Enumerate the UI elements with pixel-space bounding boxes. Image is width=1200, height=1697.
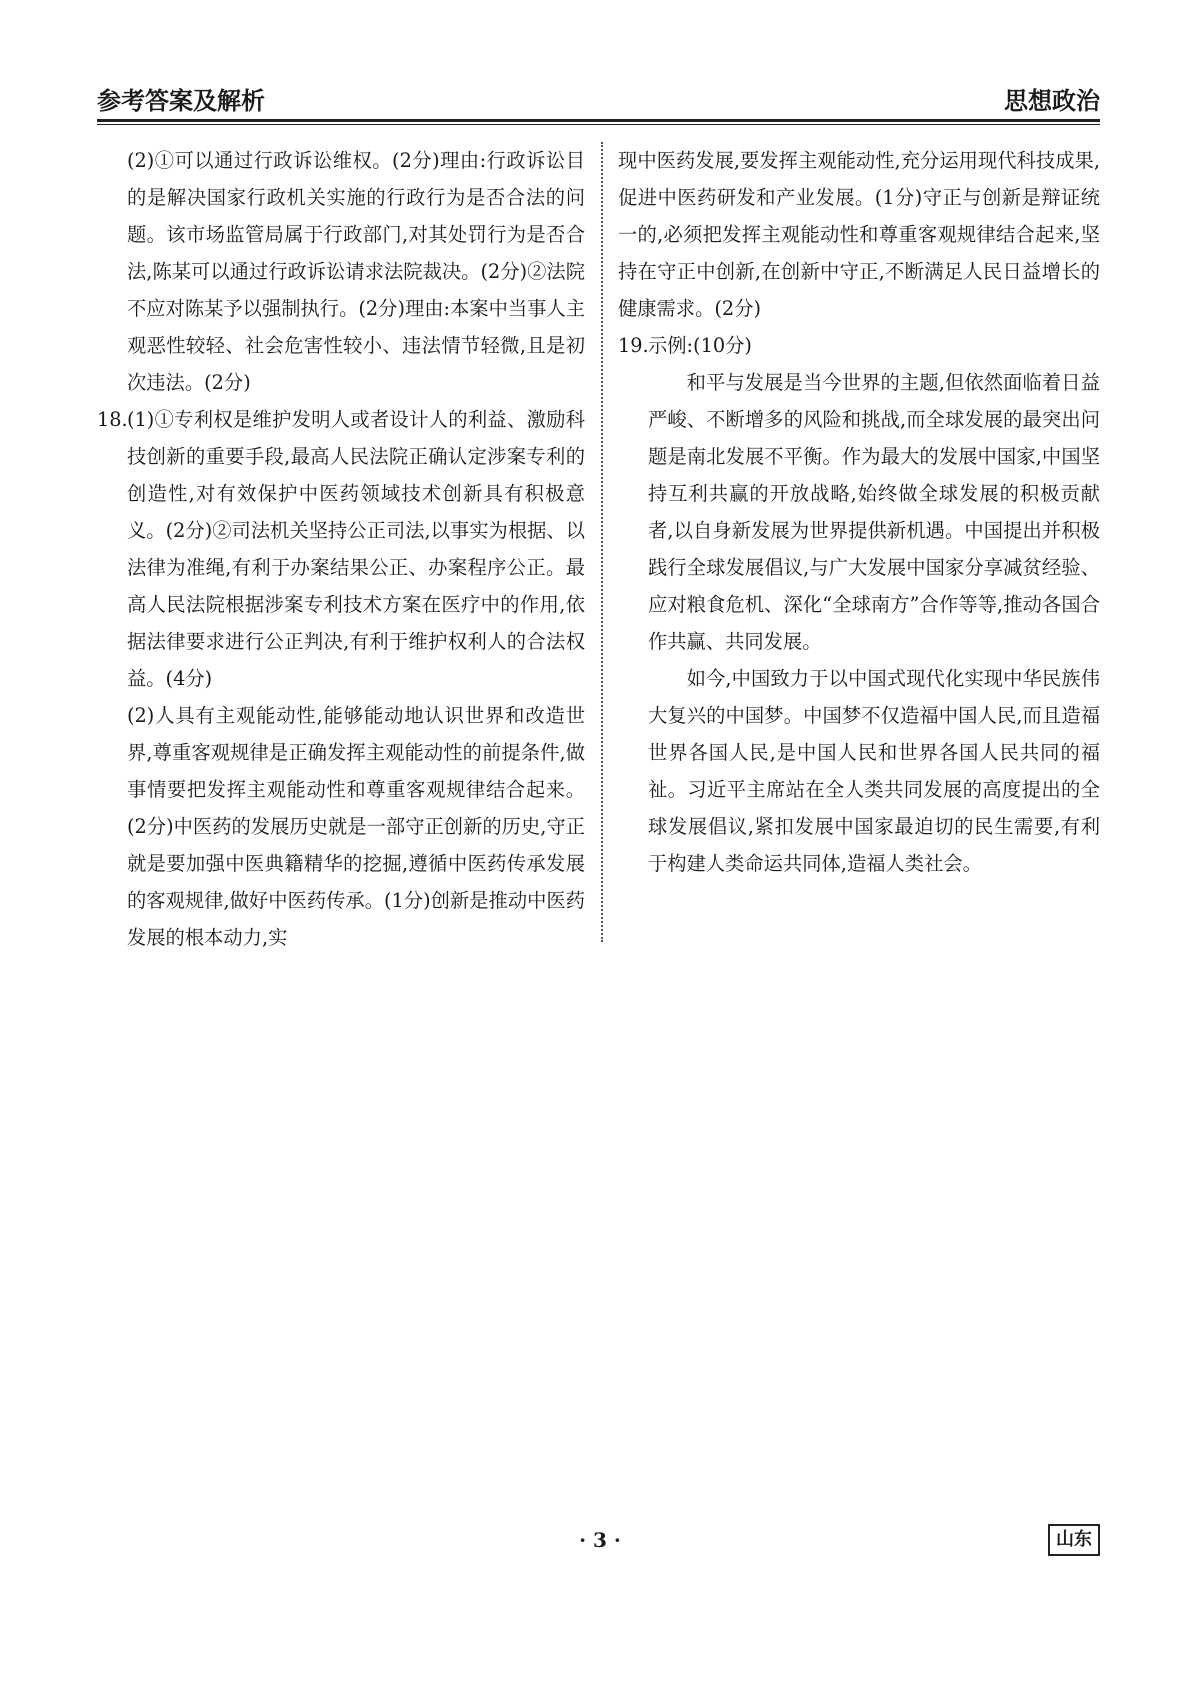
page-header bbox=[97, 80, 1100, 116]
header-subject: 思想政治 bbox=[1004, 87, 1100, 115]
region-tag: 山东 bbox=[1048, 1524, 1100, 1556]
question-19-number: 19. bbox=[618, 334, 649, 357]
answer-19-paragraph-1: 和平与发展是当今世界的主题,但依然面临着日益严峻、不断增多的风险和挑战,而全球发展的最突出问题是南北发展不平衡。作为最大的发展中国家,中国坚持互利共赢的开放战略,始终做全球发展的积极贡献者,以自身新发展为世界提供新机遇。中国提出并积极践行全球发展倡议,与广大发展中国家分享减贫经验、应对粮食危机、深化“全球南方”合作等等,推动各国合作共赢、共同发展。 bbox=[648, 371, 1100, 653]
answer-18-part-2-continued: 现中医药发展,要发挥主观能动性,充分运用现代科技成果,促进中医药研发和产业发展。(1分)守正与创新是辩证统一的,必须把发挥主观能动性和尊重客观规律结合起来,坚持在守正中创新,在创新中守正,不断满足人民日益增长的健康需求。(2分) bbox=[618, 149, 1100, 320]
header-left-title: 参考答案及解析 bbox=[97, 87, 265, 115]
question-19-heading: 示例:(10分) bbox=[648, 334, 752, 357]
question-18 bbox=[97, 401, 585, 956]
answer-18-part-1: (1)①专利权是维护发明人或者设计人的利益、激励科技创新的重要手段,最高人民法院正确认定涉案专利的创造性,对有效保护中医药领域技术创新具有积极意义。(2分)②司法机关坚持公正司法,以事实为根据、以法律为准绳,有利于办案结果公正、办案程序公正。最高人民法院根据涉案专利技术方案在医疗中的作用,依据法律要求进行公正判决,有利于维护权利人的合法权益。(4分) bbox=[127, 408, 585, 690]
question-19 bbox=[618, 327, 1100, 364]
answer-19-paragraph-2: 如今,中国致力于以中国式现代化实现中华民族伟大复兴的中国梦。中国梦不仅造福中国人民,而且造福世界各国人民,是中国人民和世界各国人民共同的福祉。习近平主席站在全人类共同发展的高度提出的全球发展倡议,紧扣发展中国家最迫切的民生需要,有利于构建人类命运共同体,造福人类社会。 bbox=[648, 667, 1100, 875]
question-18-body bbox=[127, 401, 585, 956]
answer-17-part-2: (2)①可以通过行政诉讼维权。(2分)理由:行政诉讼目的是解决国家行政机关实施的行政行为是否合法的问题。该市场监管局属于行政部门,对其处罚行为是否合法,陈某可以通过行政诉讼请求法院裁决。(2分)②法院不应对陈某予以强制执行。(2分)理由:本案中当事人主观恶性较轻、社会危害性较小、违法情节轻微,且是初次违法。(2分) bbox=[127, 149, 585, 394]
column-divider bbox=[601, 142, 603, 942]
right-column bbox=[618, 142, 1100, 882]
page-number: · 3 · bbox=[579, 1528, 621, 1552]
question-18-number: 18. bbox=[97, 408, 128, 431]
left-column bbox=[97, 142, 585, 956]
header-rule bbox=[97, 119, 1100, 125]
answer-18-part-2: (2)人具有主观能动性,能够能动地认识世界和改造世界,尊重客观规律是正确发挥主观能动性的前提条件,做事情要把发挥主观能动性和尊重客观规律结合起来。(2分)中医药的发展历史就是一部守正创新的历史,守正就是要加强中医典籍精华的挖掘,遵循中医药传承发展的客观规律,做好中医药传承。(1分)创新是推动中医药发展的根本动力,实 bbox=[127, 704, 585, 949]
